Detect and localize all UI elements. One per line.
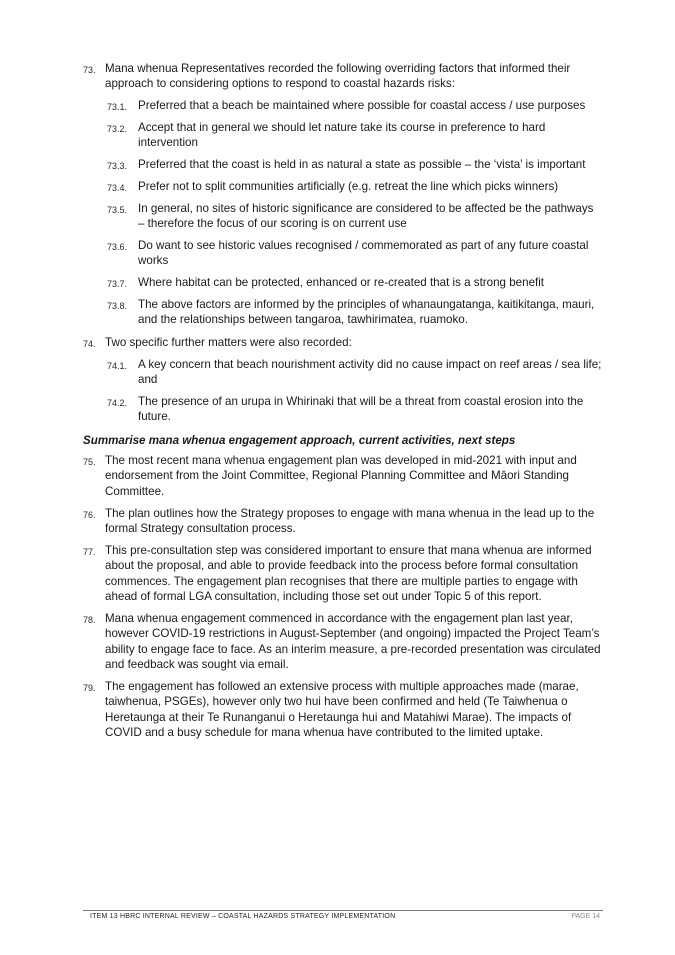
- section-heading: Summarise mana whenua engagement approach, current activities, next steps: [83, 434, 516, 447]
- paragraph-number: 77.: [83, 547, 96, 557]
- paragraph-number: 73.5.: [107, 205, 128, 215]
- paragraph-76: [83, 506, 603, 537]
- paragraph-79: [83, 679, 603, 741]
- footer-document-title: ITEM 13 HBRC INTERNAL REVIEW – COASTAL HAZARDS STRATEGY IMPLEMENTATION: [90, 913, 396, 920]
- paragraph-text: The most recent mana whenua engagement plan was developed in mid-2021 with input and endorsement from the Joint Committee, Regional Planning Committee and Māori Standing Committee.: [105, 454, 577, 498]
- paragraph-number: 79.: [83, 683, 96, 693]
- paragraph-text: The engagement has followed an extensive process with multiple approaches made (marae, taiwhenua, PSGEs), however only two hui have been confirmed and held (Te Taiwhenua o Heretaunga at their Te Runanganui o Heretaunga hui and Matahiwi Marae). The impacts of COVID and a busy schedule for mana whenua have contributed to the limited uptake.: [105, 680, 579, 740]
- paragraph-text: Preferred that a beach be maintained where possible for coastal access / use purposes: [138, 99, 586, 112]
- paragraph-number: 73.8.: [107, 301, 128, 311]
- paragraph-73-2: [107, 120, 603, 151]
- paragraph-74: [83, 335, 603, 350]
- paragraph-text: This pre-consultation step was considered important to ensure that mana whenua are informed about the proposal, and able to provide feedback into the process before formal consultation commences. The engagement plan recognises that there are multiple parties to engage with ahead of formal LGA consultation, including those set out under Topic 5 of this report.: [105, 544, 592, 604]
- paragraph-number: 73.6.: [107, 242, 128, 252]
- paragraph-74-2: [107, 394, 603, 425]
- paragraph-text: Prefer not to split communities artificially (e.g. retreat the line which picks winners): [138, 180, 559, 193]
- paragraph-number: 73.7.: [107, 279, 128, 289]
- paragraph-text: The presence of an urupa in Whirinaki that will be a threat from coastal erosion into the future.: [138, 395, 584, 424]
- paragraph-74-1: [107, 357, 603, 388]
- paragraph-number: 74.2.: [107, 398, 128, 408]
- paragraph-73-1: [107, 98, 603, 113]
- paragraph-text: Mana whenua Representatives recorded the following overriding factors that informed their approach to considering options to respond to coastal hazards risks:: [105, 62, 571, 91]
- paragraph-number: 74.: [83, 339, 96, 349]
- footer-divider: [83, 910, 603, 911]
- paragraph-number: 73.1.: [107, 102, 128, 112]
- paragraph-number: 78.: [83, 615, 96, 625]
- paragraph-text: A key concern that beach nourishment activity did no cause impact on reef areas / sea life; and: [138, 358, 602, 387]
- paragraph-73-3: [107, 157, 603, 172]
- paragraph-77: [83, 543, 603, 605]
- paragraph-73-8: [107, 297, 603, 328]
- paragraph-text: The above factors are informed by the principles of whanaungatanga, kaitikitanga, mauri, and the relationships between tangaroa, tawhirimatea, ruamoko.: [138, 298, 595, 327]
- paragraph-73-6: [107, 238, 603, 269]
- paragraph-73-7: [107, 275, 603, 290]
- paragraph-number: 73.3.: [107, 161, 128, 171]
- paragraph-75: [83, 453, 603, 499]
- paragraph-text: Do want to see historic values recognised / commemorated as part of any future coastal works: [138, 239, 589, 268]
- paragraph-number: 74.1.: [107, 361, 128, 371]
- paragraph-number: 73.: [83, 65, 96, 75]
- footer-page-number: PAGE 14: [571, 913, 600, 920]
- paragraph-text: Where habitat can be protected, enhanced or re-created that is a strong benefit: [138, 276, 545, 289]
- paragraph-text: Mana whenua engagement commenced in accordance with the engagement plan last year, however COVID-19 restrictions in August-September (and ongoing) impacted the Project Team’s ability to engage face to face. As an interim measure, a pre-recorded presentation was circulated and feedback was sought via email.: [105, 612, 601, 672]
- paragraph-text: Preferred that the coast is held in as natural a state as possible – the ‘vista’ is important: [138, 158, 586, 171]
- paragraph-text: Two specific further matters were also recorded:: [105, 336, 352, 349]
- paragraph-number: 73.4.: [107, 183, 128, 193]
- paragraph-73: [83, 61, 603, 92]
- paragraph-78: [83, 611, 603, 673]
- paragraph-text: The plan outlines how the Strategy proposes to engage with mana whenua in the lead up to the formal Strategy consultation process.: [105, 507, 595, 536]
- paragraph-number: 75.: [83, 457, 96, 467]
- paragraph-text: Accept that in general we should let nature take its course in preference to hard intervention: [138, 121, 546, 150]
- paragraph-number: 73.2.: [107, 124, 128, 134]
- paragraph-text: In general, no sites of historic significance are considered to be affected be the pathways – therefore the focus of our scoring is on current use: [138, 202, 594, 231]
- paragraph-73-5: [107, 201, 603, 232]
- paragraph-number: 76.: [83, 510, 96, 520]
- paragraph-73-4: [107, 179, 603, 194]
